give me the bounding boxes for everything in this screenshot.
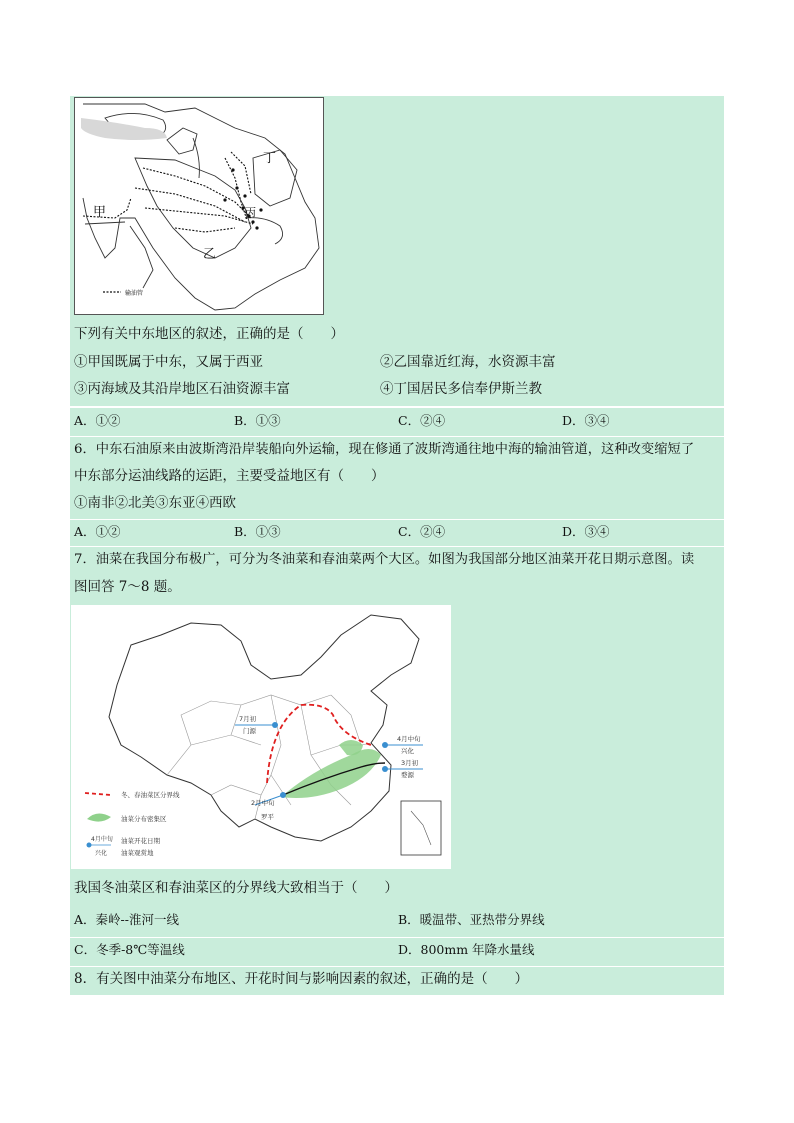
q5-statement-1: ①甲国既属于中东，又属于西亚 [74, 354, 263, 370]
q7-option-a[interactable]: A．秦岭--淮河一线 [74, 912, 179, 927]
q5-statement-4: ④丁国居民多信奉伊斯兰教 [380, 381, 542, 397]
q6-option-d[interactable]: D．③④ [562, 524, 610, 539]
q6-stem-line-2: 中东部分运油线路的运距，主要受益地区有（ ） [74, 468, 385, 484]
label-yi: 乙 [203, 247, 217, 262]
q6-stem-line-1: 6．中东石油原来由波斯湾沿岸装船向外运输，现在修通了波斯湾通往地中海的输油管道，这种改变缩短了 [74, 442, 695, 457]
q5-option-b[interactable]: B．①③ [234, 413, 281, 428]
q5-options-band [70, 408, 724, 436]
label-jia: 甲 [93, 205, 107, 220]
q7-stem-line-1: 7．油菜在我国分布极广，可分为冬油菜和春油菜两个大区。如图为我国部分地区油菜开花日期示意图。读 [74, 552, 695, 567]
q8-stem: 8．有关图中油菜分布地区、开花时间与影响因素的叙述，正确的是（ ） [74, 971, 529, 987]
label-bing: 丙 [245, 206, 256, 219]
legend-dense-icon [87, 813, 111, 821]
callout-place-xinghua: 兴化 [401, 747, 414, 755]
pipeline-legend-label: 输油管 [125, 290, 144, 297]
q6-option-a[interactable]: A．①② [74, 524, 121, 539]
callout-date-xinghua: 4月中旬 [397, 735, 421, 743]
label-ding: 丁 [263, 151, 277, 166]
middle-east-map [74, 97, 324, 315]
callout-place-wuyuan: 婺源 [401, 771, 414, 779]
middle-east-map-svg [75, 98, 323, 314]
callout-date-luoping: 2月中旬 [251, 799, 275, 807]
q6-option-b[interactable]: B．①③ [234, 524, 281, 539]
q5-option-a[interactable]: A．①② [74, 413, 121, 428]
q6-options-band [70, 520, 724, 546]
q5-statement-2: ②乙国靠近红海，水资源丰富 [380, 354, 556, 370]
q7-question: 我国冬油菜区和春油菜区的分界线大致相当于（ ） [74, 880, 398, 896]
legend-sample-date: 4月中旬 [91, 836, 113, 843]
q7-option-d[interactable]: D．800mm 年降水量线 [398, 942, 535, 957]
q6-statements: ①南非②北美③东亚④西欧 [74, 495, 236, 511]
q7-stem-line-2: 图回答 7～8 题。 [74, 579, 181, 595]
q7-option-b[interactable]: B．暖温带、亚热带分界线 [398, 912, 545, 927]
callout-place-luoping: 罗平 [261, 813, 274, 821]
china-rapeseed-map [71, 605, 451, 869]
q7-option-c[interactable]: C．冬季-8℃等温线 [74, 942, 185, 957]
callout-place-menyuan: 门源 [243, 727, 256, 735]
legend-date-label: 油菜开花日期 [121, 837, 160, 845]
q5-option-d[interactable]: D．③④ [562, 413, 610, 428]
legend-dense-label: 油菜分布密集区 [121, 815, 167, 823]
legend-sample-place: 兴化 [95, 850, 108, 857]
callout-date-wuyuan: 3月初 [401, 759, 419, 767]
q5-statement-3: ③丙海域及其沿岸地区石油资源丰富 [74, 381, 290, 397]
legend-boundary-label: 冬、春油菜区分界线 [121, 791, 180, 799]
q6-option-c[interactable]: C．②④ [398, 524, 446, 539]
q5-option-c[interactable]: C．②④ [398, 413, 446, 428]
q5-stem: 下列有关中东地区的叙述，正确的是（ ） [74, 326, 344, 342]
legend-place-label: 油菜观赏地 [121, 849, 154, 857]
south-sea-inset [401, 801, 441, 855]
legend-boundary-icon [85, 793, 111, 795]
callout-date-menyuan: 7月初 [239, 715, 257, 723]
china-rapeseed-map-svg [71, 605, 451, 869]
